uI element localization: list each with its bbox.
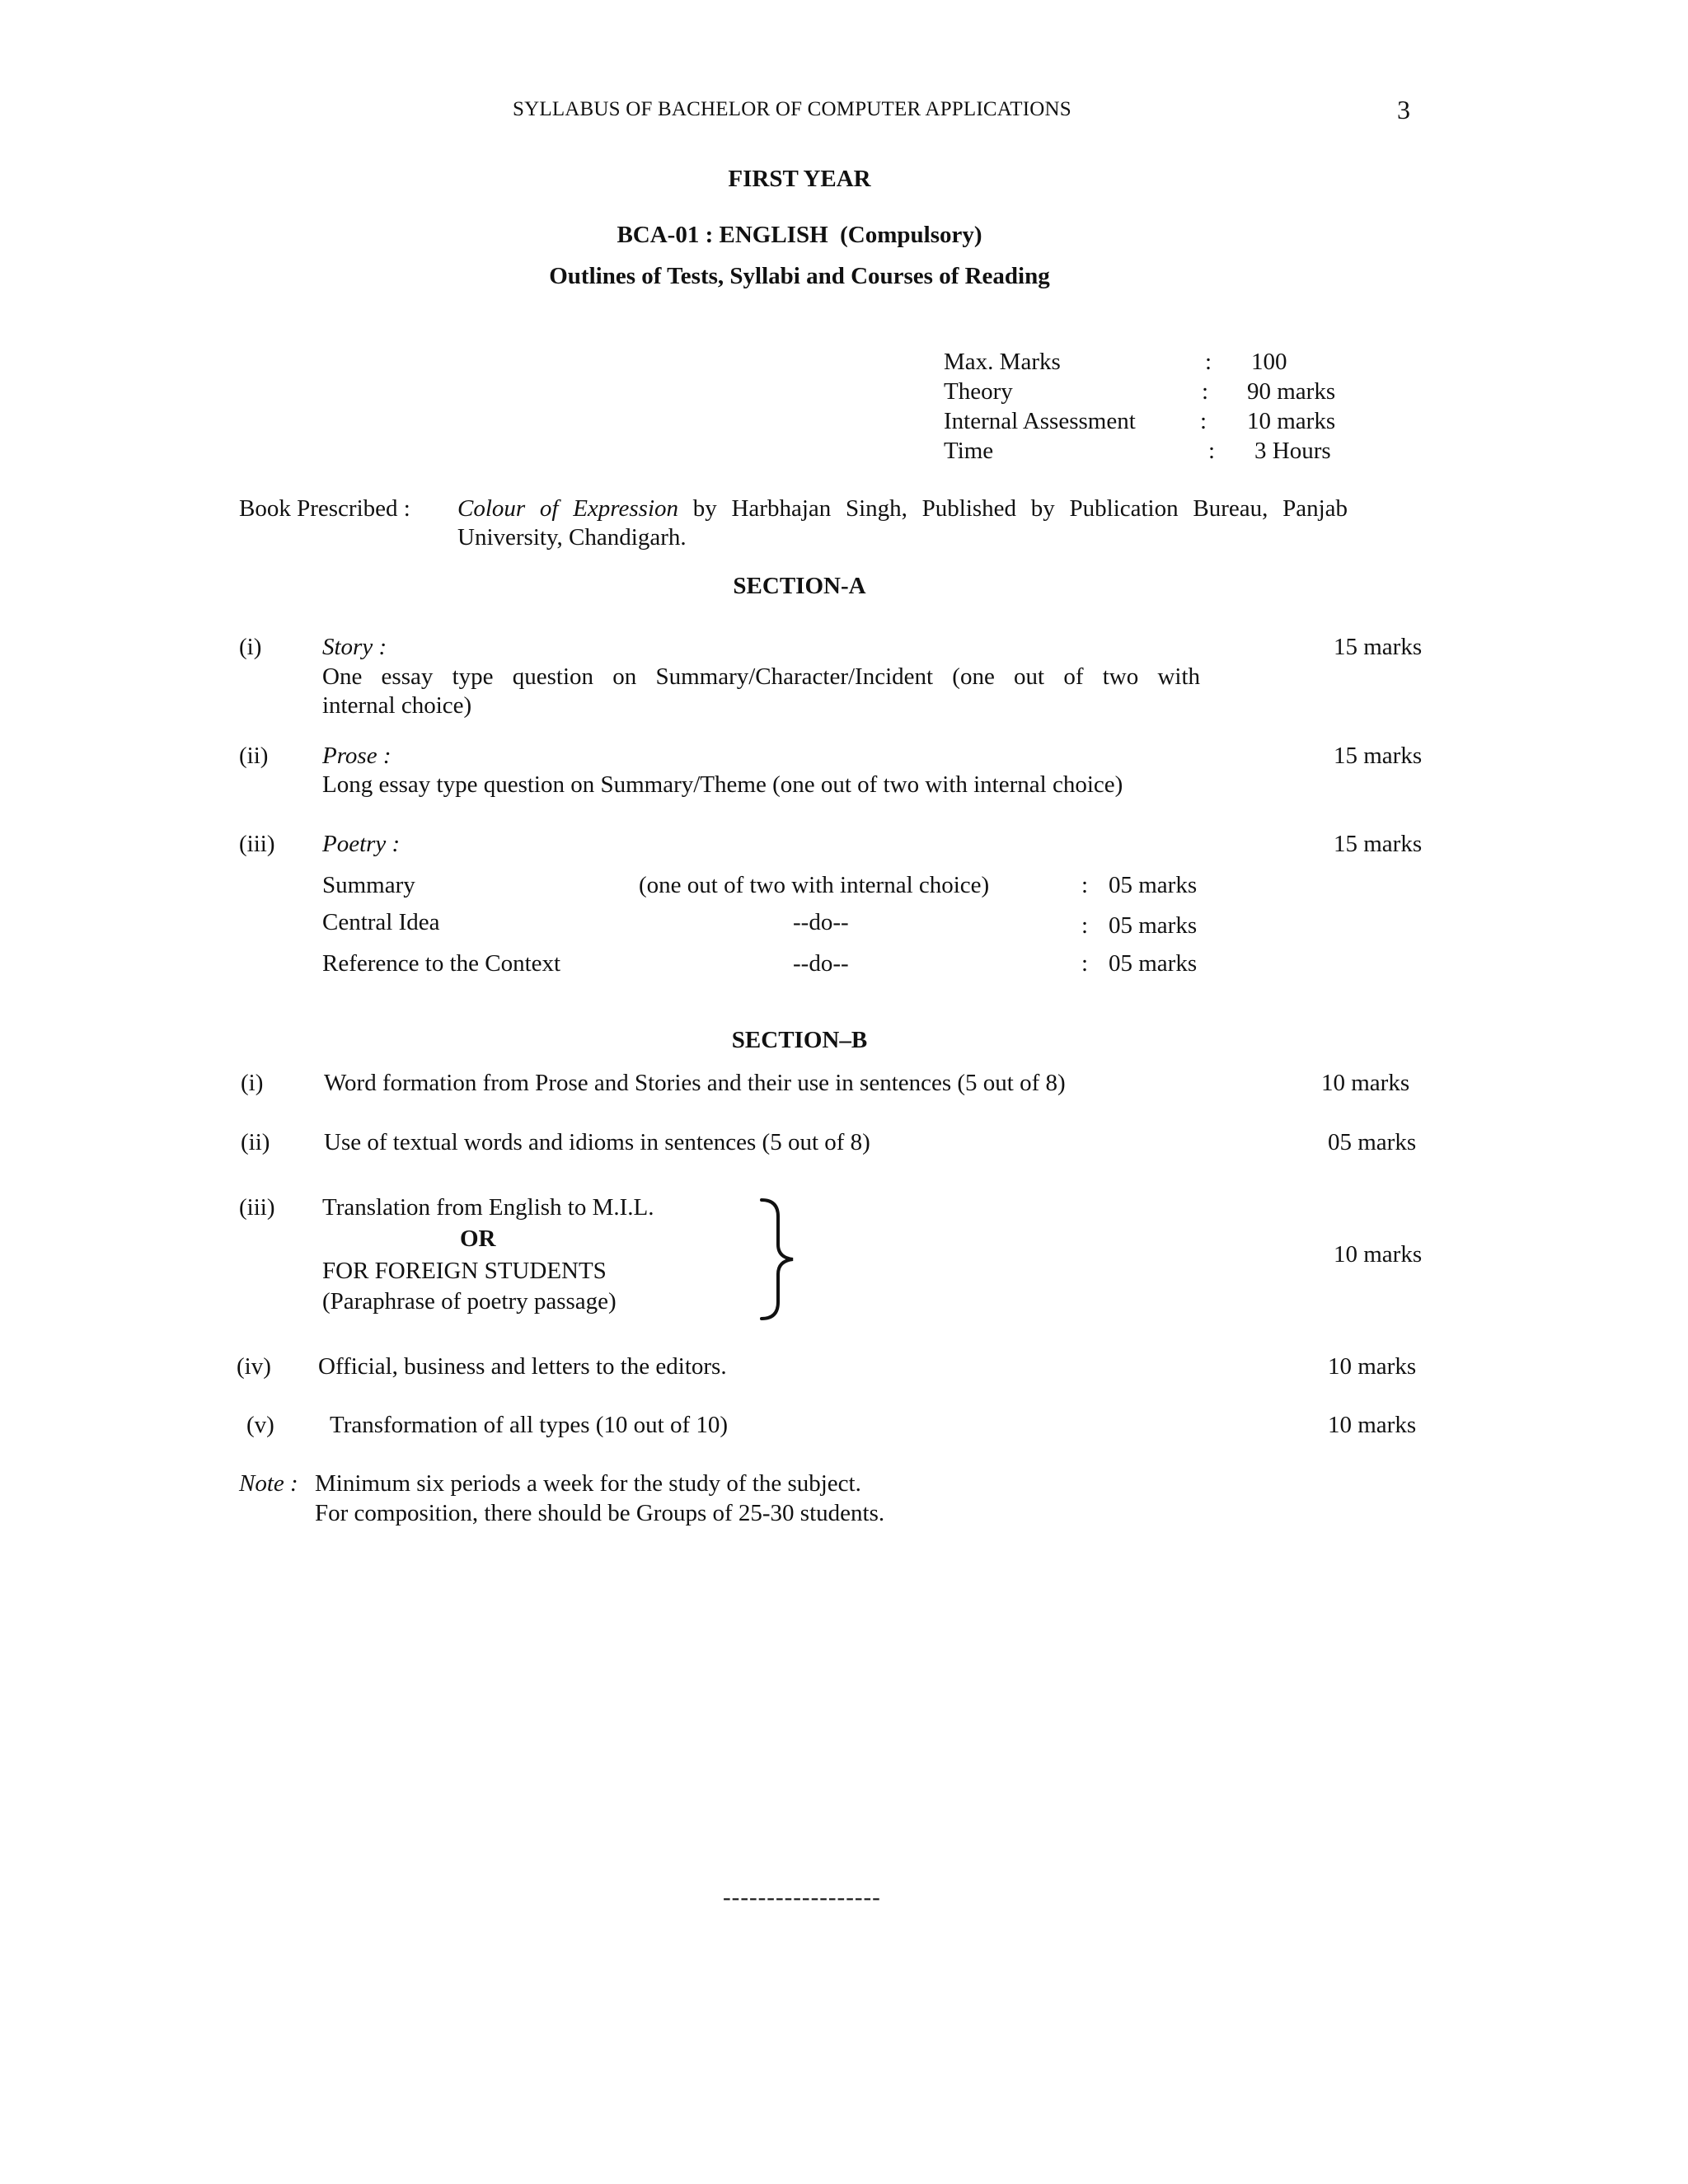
marks-label: Theory	[944, 378, 1013, 405]
item-title: Story :	[322, 634, 387, 660]
poetry-note: --do--	[793, 909, 849, 935]
marks-label: Time	[944, 438, 994, 464]
marks-sep: :	[1202, 378, 1209, 405]
course-title: BCA-01 : ENGLISH (Compulsory)	[617, 222, 982, 248]
marks-value: 10 marks	[1247, 408, 1336, 434]
poetry-sep: :	[1081, 912, 1089, 939]
note-line-1: Minimum six periods a week for the study of the subject.	[315, 1470, 861, 1497]
item-number: (iii)	[239, 1194, 275, 1221]
item-description: Long essay type question on Summary/Theme (one out of two with internal choice)	[322, 771, 1123, 798]
poetry-label: Reference to the Context	[322, 950, 561, 977]
item-number: (v)	[246, 1412, 274, 1438]
poetry-marks: 05 marks	[1109, 912, 1198, 939]
marks-sep: :	[1200, 408, 1207, 434]
outline-title: Outlines of Tests, Syllabi and Courses of Reading	[549, 263, 1050, 289]
book-line1-rest: by Harbhajan Singh, Published by Publication Bureau, Panjab	[692, 495, 1348, 522]
item-marks: 05 marks	[1328, 1129, 1417, 1155]
poetry-sep: :	[1081, 950, 1089, 977]
item-number: (iii)	[239, 831, 275, 857]
item-marks: 10 marks	[1328, 1412, 1417, 1438]
page-number: 3	[1397, 95, 1410, 124]
note-line-2: For composition, there should be Groups of 25-30 students.	[315, 1500, 885, 1526]
marks-sep: :	[1205, 349, 1212, 375]
item-text: Transformation of all types (10 out of 10)	[330, 1412, 729, 1438]
item-number: (i)	[241, 1070, 264, 1096]
item-title: Prose :	[322, 743, 392, 769]
item-number: (iv)	[237, 1353, 271, 1380]
year-title: FIRST YEAR	[728, 166, 871, 192]
book-line-1	[457, 494, 1348, 524]
item-text: Translation from English to M.I.L.	[322, 1194, 654, 1221]
poetry-label: Summary	[322, 872, 415, 898]
book-label: Book Prescribed :	[239, 495, 410, 522]
item-marks: 10 marks	[1328, 1353, 1417, 1380]
footer-rule: ------------------	[723, 1884, 881, 1910]
item-marks: 15 marks	[1334, 634, 1423, 660]
item-description: One essay type question on Summary/Character/Incident (one out of two with	[322, 663, 1200, 690]
item-text: Word formation from Prose and Stories and their use in sentences (5 out of 8)	[324, 1070, 1066, 1096]
item-title: Poetry :	[322, 831, 401, 857]
section-b-heading: SECTION–B	[731, 1027, 868, 1053]
marks-label: Internal Assessment	[944, 408, 1136, 434]
item-marks: 15 marks	[1334, 831, 1423, 857]
poetry-label: Central Idea	[322, 909, 440, 935]
item-text: Use of textual words and idioms in sentences (5 out of 8)	[324, 1129, 870, 1155]
item-marks: 15 marks	[1334, 743, 1423, 769]
marks-label: Max. Marks	[944, 349, 1061, 375]
marks-sep: :	[1208, 438, 1216, 464]
item-marks: 10 marks	[1321, 1070, 1410, 1096]
note-label: Note :	[239, 1470, 298, 1497]
marks-value: 90 marks	[1247, 378, 1336, 405]
poetry-marks: 05 marks	[1109, 950, 1198, 977]
item-number: (i)	[239, 634, 262, 660]
item-text: FOR FOREIGN STUDENTS	[322, 1258, 607, 1284]
poetry-note: --do--	[793, 950, 849, 977]
item-description: internal choice)	[322, 692, 472, 719]
marks-value: 3 Hours	[1254, 438, 1331, 464]
item-text: Official, business and letters to the editors.	[318, 1353, 727, 1380]
item-marks: 10 marks	[1334, 1241, 1423, 1268]
running-title: SYLLABUS OF BACHELOR OF COMPUTER APPLICATIONS	[513, 98, 1071, 120]
item-text: (Paraphrase of poetry passage)	[322, 1288, 617, 1315]
curly-brace-icon	[757, 1197, 799, 1322]
item-number: (ii)	[241, 1129, 270, 1155]
poetry-note: (one out of two with internal choice)	[639, 872, 990, 898]
poetry-sep: :	[1081, 872, 1089, 898]
marks-value: 100	[1251, 349, 1287, 375]
book-line-2: University, Chandigarh.	[457, 524, 687, 551]
section-a-heading: SECTION-A	[733, 573, 866, 599]
or-label: OR	[460, 1226, 496, 1252]
book-title: Colour of Expression	[457, 495, 679, 522]
item-number: (ii)	[239, 743, 269, 769]
poetry-marks: 05 marks	[1109, 872, 1198, 898]
